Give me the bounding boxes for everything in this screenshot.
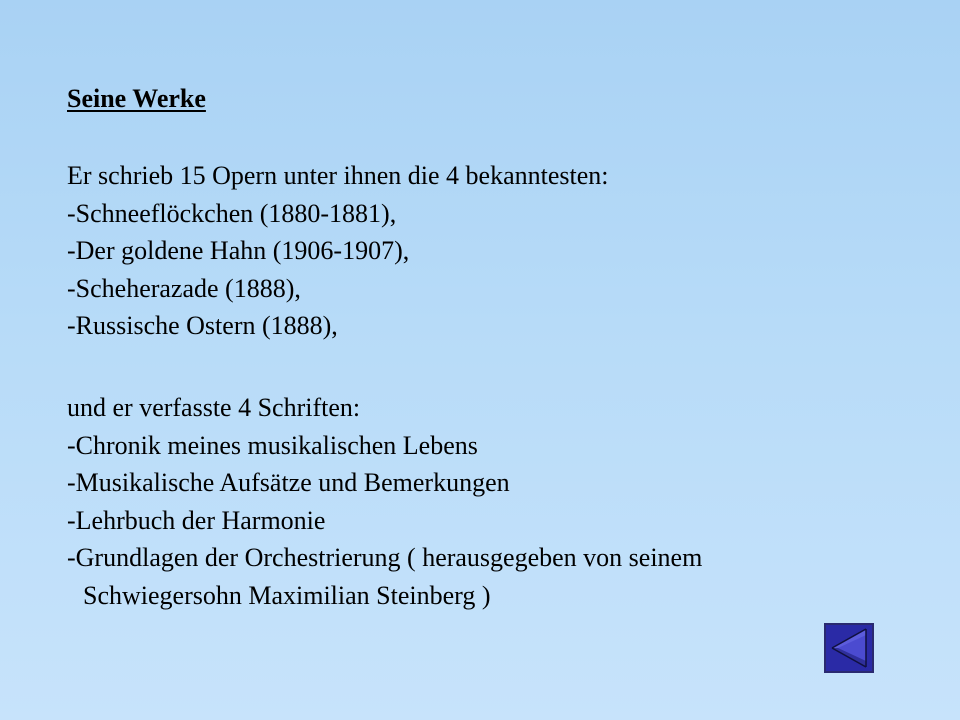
writings-section — [67, 389, 702, 615]
writing-item: -Chronik meines musikalischen Lebens — [67, 430, 478, 460]
back-triangle-icon — [826, 625, 872, 671]
opera-item: -Schneeflöckchen (1880-1881), — [67, 198, 397, 228]
opera-item: -Der goldene Hahn (1906-1907), — [67, 236, 410, 266]
operas-intro: Er schrieb 15 Opern unter ihnen die 4 bekanntesten: — [67, 161, 609, 190]
writings-intro: und er verfasste 4 Schriften: — [67, 393, 361, 422]
slide-title: Seine Werke — [67, 84, 206, 113]
opera-item: -Russische Ostern (1888), — [67, 311, 338, 341]
writing-item: -Musikalische Aufsätze und Bemerkungen — [67, 468, 510, 498]
writing-item: -Grundlagen der Orchestrierung ( herausgegeben von seinem — [67, 543, 703, 573]
back-button[interactable] — [824, 623, 874, 673]
operas-section — [67, 157, 609, 345]
writing-item-continuation: Schwiegersohn Maximilian Steinberg ) — [83, 580, 491, 610]
opera-item: -Scheherazade (1888), — [67, 273, 301, 303]
writing-item: -Lehrbuch der Harmonie — [67, 505, 326, 535]
